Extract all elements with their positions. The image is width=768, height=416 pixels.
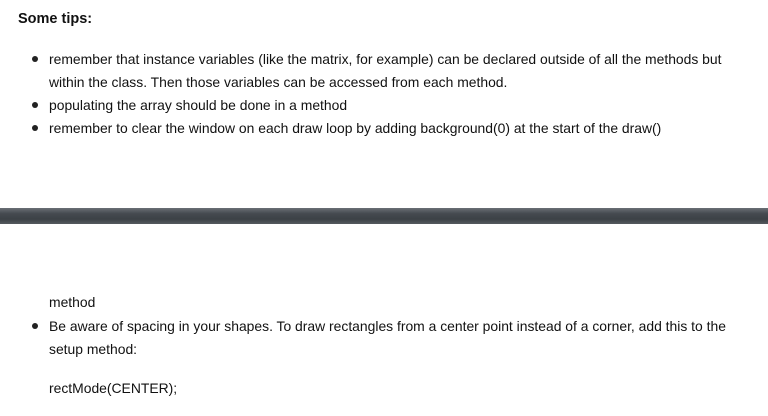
tips-heading: Some tips: <box>18 11 93 27</box>
list-item <box>0 94 768 117</box>
tip-text: populating the array should be done in a method <box>49 97 348 113</box>
list-item <box>0 117 768 140</box>
bullet-icon <box>32 125 38 131</box>
tips-list-continued <box>0 315 768 361</box>
bullet-icon <box>32 323 38 329</box>
tip-text: Be aware of spacing in your shapes. To draw rectangles from a center point instead of a corner, add this to the setup method: <box>49 318 726 357</box>
bullet-icon <box>32 56 38 62</box>
continued-text: method <box>49 294 96 310</box>
list-item <box>0 315 768 361</box>
list-item <box>0 48 768 94</box>
section-divider <box>0 208 768 224</box>
code-snippet: rectMode(CENTER); <box>49 380 178 396</box>
tips-list <box>0 48 768 140</box>
bullet-icon <box>32 102 38 108</box>
tip-text: remember that instance variables (like the matrix, for example) can be declared outside of all the methods but within the class. Then those variables can be accessed from each method. <box>49 51 722 90</box>
tip-text: remember to clear the window on each draw loop by adding background(0) at the start of the draw() <box>49 120 662 136</box>
